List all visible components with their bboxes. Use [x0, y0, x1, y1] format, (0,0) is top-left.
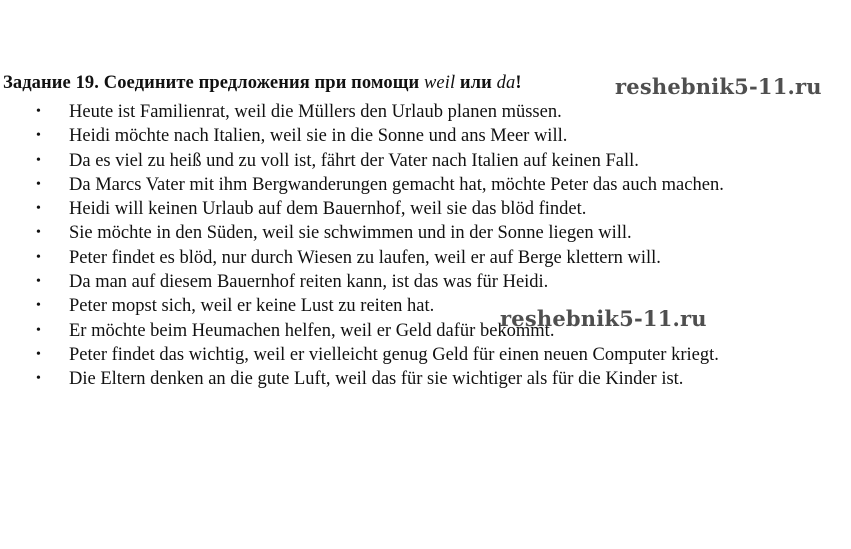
heading-word-da: da: [496, 73, 516, 93]
bullet-icon: •: [36, 346, 41, 362]
sentence: Heidi will keinen Urlaub auf dem Bauernhof, weil sie das blöd findet.: [69, 199, 587, 220]
bullet-icon: •: [36, 128, 41, 144]
watermark-middle: reshebnik5-11.ru: [500, 306, 707, 331]
bullet-icon: •: [36, 104, 41, 119]
sentence: Sie möchte in den Süden, weil sie schwimmen und in der Sonne liegen will.: [69, 223, 632, 244]
heading-suffix: !: [515, 73, 522, 93]
exercise-heading: [3, 73, 522, 94]
bullet-icon: •: [36, 225, 41, 241]
bullet-icon: •: [36, 201, 41, 217]
sentence: Peter mopst sich, weil er keine Lust zu reiten hat.: [69, 296, 435, 317]
sentence: Die Eltern denken an die gute Luft, weil das für sie wichtiger als für die Kinder ist.: [69, 369, 684, 390]
heading-prefix: Задание 19. Соедините предложения при помощи: [3, 73, 424, 93]
heading-middle: или: [455, 73, 497, 93]
bullet-icon: •: [36, 298, 41, 314]
bullet-icon: •: [36, 274, 41, 290]
bullet-icon: •: [36, 322, 41, 338]
sentence: Peter findet das wichtig, weil er vielleicht genug Geld für einen neuen Computer kriegt.: [69, 344, 719, 365]
heading-word-weil: weil: [423, 73, 456, 93]
sentence: Da Marcs Vater mit ihm Bergwanderungen gemacht hat, möchte Peter das auch machen.: [69, 174, 724, 195]
sentence: Heute ist Familienrat, weil die Müllers den Urlaub planen müssen.: [69, 102, 562, 122]
bullet-icon: •: [36, 371, 41, 387]
bullet-icon: •: [36, 249, 41, 265]
bullet-icon: •: [36, 176, 41, 192]
sentence: Heidi möchte nach Italien, weil sie in die Sonne und ans Meer will.: [69, 126, 568, 147]
watermark-top: reshebnik5-11.ru: [615, 74, 822, 99]
sentence: Peter findet es blöd, nur durch Wiesen zu laufen, weil er auf Berge klettern will.: [69, 247, 661, 268]
sentence: Da es viel zu heiß und zu voll ist, fährt der Vater nach Italien auf keinen Fall.: [69, 150, 639, 171]
sentence: Er möchte beim Heumachen helfen, weil er Geld dafür bekommt.: [69, 320, 555, 341]
bullet-icon: •: [36, 152, 41, 168]
sentence: Da man auf diesem Bauernhof reiten kann, ist das was für Heidi.: [69, 272, 549, 293]
